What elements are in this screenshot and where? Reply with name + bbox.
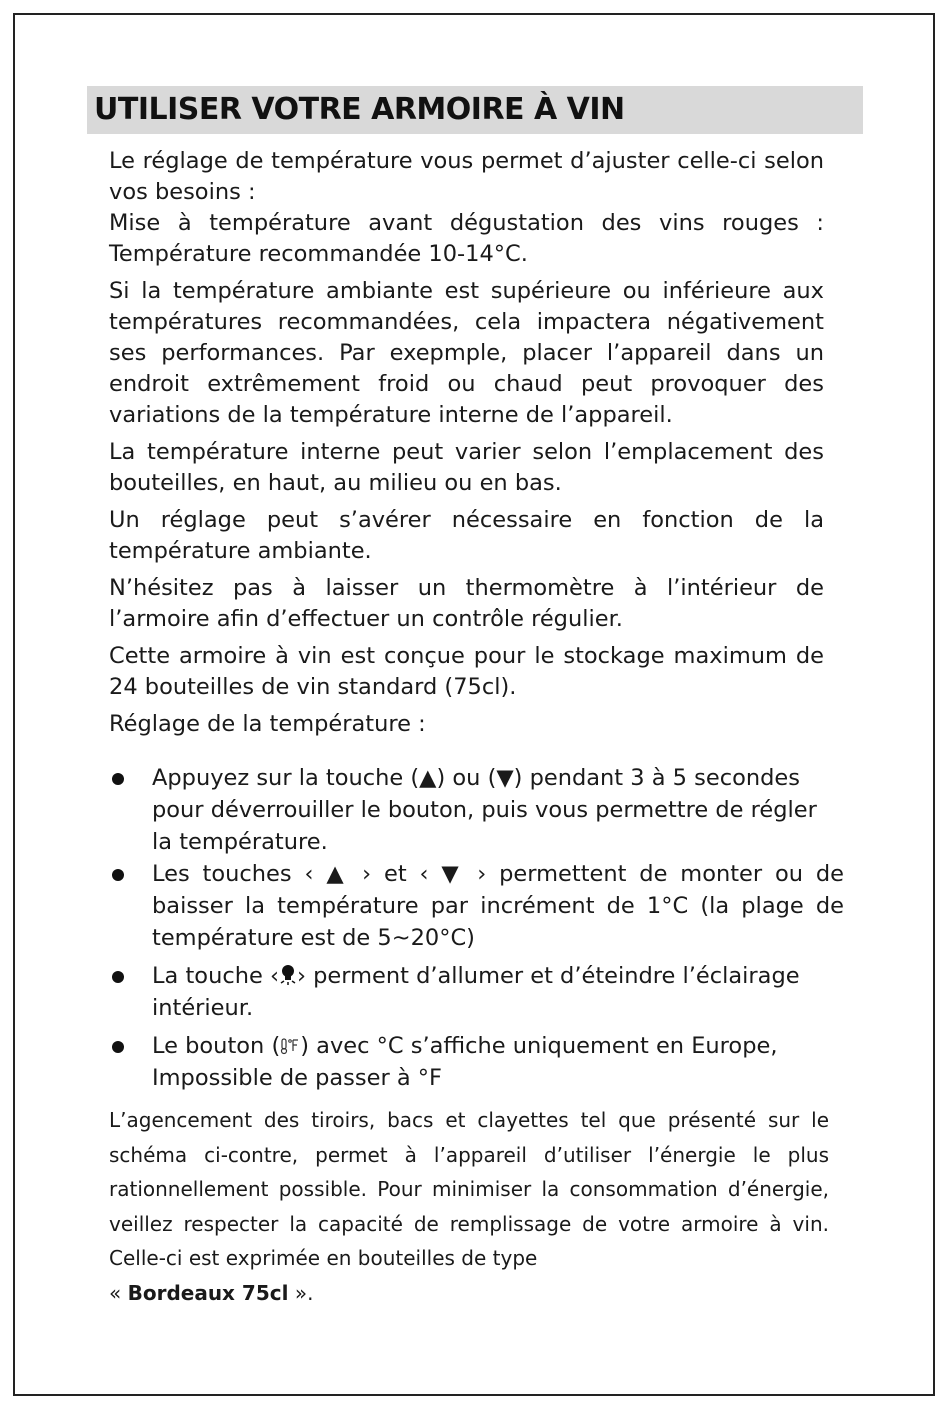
quote-close: ». [288,1280,314,1305]
list-item-text-before: La touche ‹ [152,963,279,989]
instruction-list [109,762,844,1094]
list-item-adjust [109,858,844,954]
bullet-dot-icon [112,1041,124,1053]
list-item-text-before: Le bouton ( [152,1033,281,1059]
energy-note-text [109,1103,829,1310]
energy-note-body: L’agencement des tiroirs, bacs et clayettes tel que présenté sur le schéma ci-contre, permet à l’appareil d’utiliser l’énergie le plus rationnellement possible. Pour minimiser la consommation d’énergie, veillez respecter la capacité de remplissage de votre armoire à vin. Celle-ci est exprimée en bouteilles de type [109,1108,829,1270]
paragraph-capacity: Cette armoire à vin est conçue pour le stockage maximum de 24 bouteilles de vin standard (75cl). [109,643,824,700]
list-item-text-after: › perment d’allumer et d’éteindre l’éclairage intérieur. [152,963,800,1021]
bottle-type: Bordeaux 75cl [127,1280,289,1305]
thermometer-unit-icon [280,1037,300,1055]
quote-open: « [109,1280,128,1305]
list-item-text: Les touches ‹ ▲ › et ‹ ▼ › permettent de monter ou de baisser la température par incrément de 1°C (la plage de température est de 5~20°C) [152,861,844,951]
section-header-bar [87,86,863,134]
paragraph-ambient-warning: Si la température ambiante est supérieure ou inférieure aux températures recommandées, cela impactera négativement ses performances. Par exepmple, placer l’appareil dans un endroit extrêmement froid ou chaud peut provoquer des variations de la température interne de l’appareil. [109,278,824,428]
paragraph-settings-heading: Réglage de la température : [109,711,426,737]
paragraph-intro: Le réglage de température vous permet d’ajuster celle-ci selon vos besoins : [109,148,824,205]
list-item-text: Appuyez sur la touche (▲) ou (▼) pendant 3 à 5 secondes pour déverrouiller le bouton, puis vous permettre de régler la température. [152,765,817,855]
paragraph-thermometer: N’hésitez pas à laisser un thermomètre à l’intérieur de l’armoire afin d’effectuer un contrôle régulier. [109,575,824,632]
bullet-dot-icon [112,773,124,785]
bullet-dot-icon [112,971,124,983]
bullet-dot-icon [112,869,124,881]
energy-note [109,1103,829,1310]
paragraph-red-wine: Mise à température avant dégustation des vins rouges : Température recommandée 10-14°C. [109,210,824,267]
list-item-text-after: ) avec °C s’affiche uniquement en Europe, Impossible de passer à °F [152,1033,778,1091]
paragraph-adjustment: Un réglage peut s’avérer nécessaire en fonction de la température ambiante. [109,507,824,564]
light-bulb-icon [279,964,297,986]
list-item-unit [109,1030,844,1094]
list-item-unlock [109,762,844,858]
paragraph-bottle-position: La température interne peut varier selon l’emplacement des bouteilles, en haut, au milieu ou en bas. [109,439,824,496]
body-text [109,146,824,740]
list-item-light [109,960,844,1024]
section-title: UTILISER VOTRE ARMOIRE À VIN [94,92,625,127]
